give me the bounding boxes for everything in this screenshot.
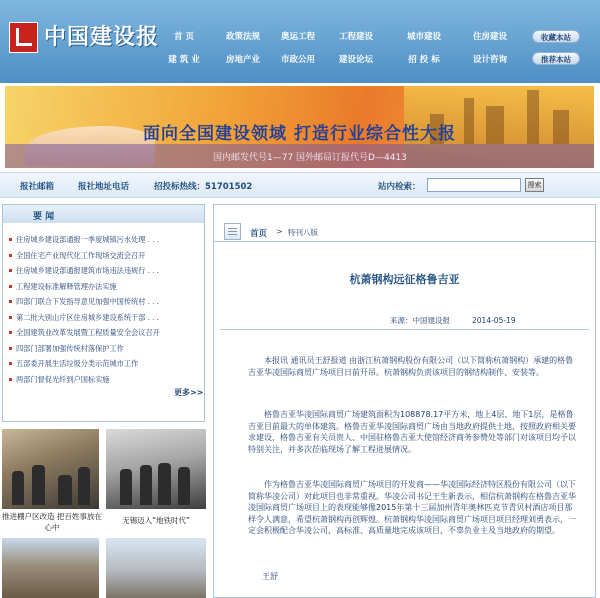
site-header	[0, 0, 600, 83]
breadcrumb-home[interactable]: 首页	[250, 229, 268, 239]
address-phone-link[interactable]: 报社地址电话	[78, 182, 130, 192]
search-input[interactable]	[427, 178, 521, 192]
news-item[interactable]: 两部门督促光纤到户国标实施	[9, 375, 199, 391]
search-button[interactable]: 搜索	[525, 178, 544, 192]
photo-metro[interactable]	[106, 429, 206, 509]
bullet-icon	[9, 347, 12, 350]
article-panel	[213, 204, 596, 598]
news-item[interactable]: 全国建筑业改革发展暨工程质量安全会议召开	[9, 328, 199, 344]
news-item[interactable]: 住房城乡建设部通报一季度城镇污水处理 . . .	[9, 235, 199, 251]
document-icon	[224, 223, 241, 240]
photo-construction-site[interactable]	[2, 538, 99, 598]
news-item[interactable]: 住房城乡建设部通报建筑市场违法违规行 . . .	[9, 266, 199, 282]
bullet-icon	[9, 316, 12, 319]
nav-realestate[interactable]: 房地产业	[225, 55, 260, 65]
breadcrumb	[214, 220, 595, 242]
breadcrumb-current[interactable]: 特刊八版	[288, 228, 318, 237]
article-author: 王舒	[262, 572, 278, 581]
nav-housing[interactable]: 住房建设	[472, 32, 507, 42]
nav-olympic[interactable]: 奥运工程	[280, 32, 315, 42]
bidding-hotline-text: 招投标热线：51701502	[154, 182, 253, 192]
bullet-icon	[9, 378, 12, 381]
bullet-icon	[9, 238, 12, 241]
article-date: 2014-05-19	[472, 316, 516, 325]
article-paragraph: 作为格鲁吉亚华凌国际商贸广场项目的开发商——华凌国际经济特区股份有限公司（以下简称华凌公司）对此项目也非常重视。华凌公司书记王生新表示，相信杭萧钢构在格鲁吉亚华凌国际商贸广场项目上的表现能够像2015年第十三届加州青年奥林匹克节青贝村酒店项目那样令人满意，希望杭萧钢构再创辉煌。杭萧钢构华凌国际商贸广场项目项目经理刘勇表示，一定会积极配合华凌公司，高标准、高质量地完成该项目，不辜负业主及当地政府的期望。	[248, 480, 576, 536]
postal-code-text: 国内邮发代号1—77 国外邮局订报代号D—4413	[213, 153, 407, 163]
bullet-icon	[9, 269, 12, 272]
news-panel-header	[3, 205, 204, 223]
bullet-icon	[9, 300, 12, 303]
nav-design[interactable]: 设计咨询	[472, 55, 507, 65]
article-source: 来源：中国建设报	[390, 316, 450, 325]
news-more-link[interactable]: 更多>>	[174, 388, 204, 397]
logo-mark[interactable]	[9, 22, 38, 53]
info-bar	[0, 172, 600, 198]
nav-policy[interactable]: 政策法规	[225, 32, 260, 42]
main-nav-row-2	[160, 53, 526, 67]
photo-railway[interactable]	[106, 538, 206, 598]
bullet-icon	[9, 254, 12, 257]
article-paragraph: 本报讯 通讯员王舒报道 由浙江杭萧钢构股份有限公司（以下简称杭萧钢构）承建的格鲁吉亚华凌国际商贸广场项目日前开吊。杭萧钢构负责该项目的钢结构制作、安装等。	[248, 356, 574, 377]
news-panel-title: 要 闻	[33, 212, 55, 222]
main-nav-row-1	[160, 30, 526, 44]
nav-municipal[interactable]: 市政公用	[280, 55, 315, 65]
news-item[interactable]: 五部委开展生活垃圾分类示范城市工作	[9, 359, 199, 375]
photo-shantytown[interactable]	[2, 429, 99, 509]
nav-home[interactable]: 首 页	[174, 32, 194, 42]
news-item[interactable]: 全国住宅产业现代化工作现场交流会召开	[9, 251, 199, 267]
recommend-site-button[interactable]: 推荐本站	[532, 52, 580, 65]
bullet-icon	[9, 362, 12, 365]
breadcrumb-separator: >	[276, 227, 283, 236]
banner-image	[5, 86, 594, 168]
article-paragraph: 格鲁吉亚华凌国际商贸广场建筑面积为108878.17平方米，地上4层、地下1层，是格鲁吉亚目前最大的单体建筑。格鲁吉亚华凌国际商贸广场由当地政府提供土地，按照政府相关要求建设，格鲁吉亚有关员贵人、中国驻格鲁吉亚大使馆经济商务参赞处等部门对该项目均予以特别关注，并多次莅临现场了解工程进展情况。	[248, 410, 576, 454]
nav-construction[interactable]: 建 筑 业	[168, 55, 200, 65]
newsroom-email-link[interactable]: 报社邮箱	[20, 182, 55, 192]
banner-slogan: 面向全国建设领域 打造行业综合性大报	[143, 124, 456, 144]
bullet-icon	[9, 285, 12, 288]
news-item[interactable]: 四部门联合下发指导意见加强中国传统村 . . .	[9, 297, 199, 313]
photo-caption-shantytown[interactable]: 推进棚户区改造 把百姓事放在心中	[2, 512, 102, 532]
article-meta	[390, 315, 516, 326]
news-item[interactable]: 第二批大别山片区住房城乡建设系统干部 . . .	[9, 313, 199, 329]
divider	[220, 329, 589, 330]
nav-forum[interactable]: 建设论坛	[338, 55, 373, 65]
news-list	[9, 235, 199, 390]
photo-caption-metro[interactable]: 无锡迈入“地铁时代”	[122, 516, 190, 525]
site-logo-text[interactable]: 中国建设报	[44, 24, 160, 50]
news-item[interactable]: 四部门部署加强传统村落保护工作	[9, 344, 199, 360]
nav-urban[interactable]: 城市建设	[406, 32, 441, 42]
bookmark-site-button[interactable]: 收藏本站	[532, 30, 580, 43]
article-title: 杭萧钢构远征格鲁吉亚	[349, 273, 460, 286]
nav-bidding[interactable]: 招 投 标	[408, 55, 440, 65]
nav-engineering[interactable]: 工程建设	[338, 32, 373, 42]
news-item[interactable]: 工程建设标准解释管理办法实施	[9, 282, 199, 298]
search-label: 站内检索：	[378, 182, 421, 192]
bullet-icon	[9, 331, 12, 334]
